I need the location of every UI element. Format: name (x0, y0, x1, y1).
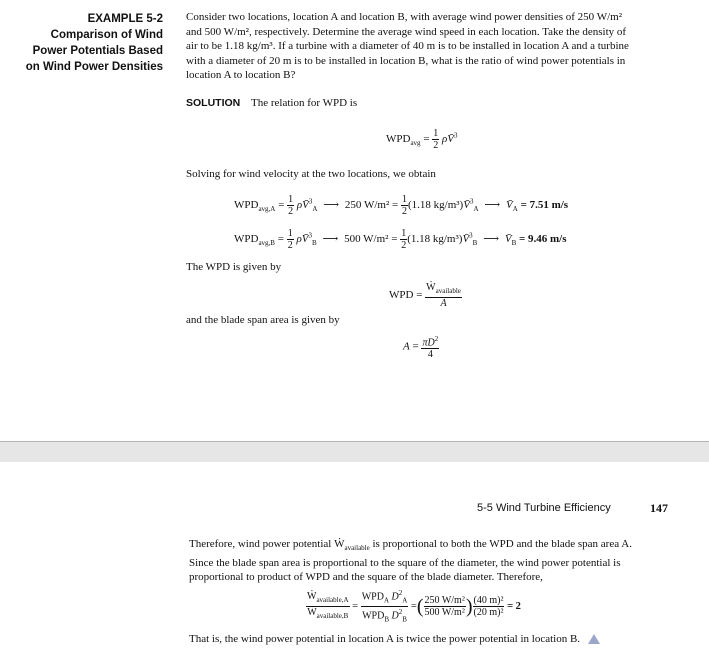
problem-line: Consider two locations, location A and location B, with average wind power densities of 250 W/m² (186, 11, 622, 23)
solution-label: SOLUTION (186, 97, 241, 109)
eq-b-result: = 9.46 m/s (519, 233, 567, 246)
problem-statement (186, 10, 691, 83)
solution-intro-text: The relation for WPD is (251, 97, 358, 109)
conclusion-line: is proportional to both the WPD and the blade span area A. (369, 538, 632, 550)
equation-wpd: $WPD_{avg}$ = $\frac{1}{2}$ ρV̄$^3$ (386, 128, 458, 151)
equation-location-a: $WPD_{avg,A}$ = $\frac{1}{2}$ ρV̄$^3_A$ ⟶ 250 W/m² = $\frac{1}{2}$ (1.18 kg/m³)V̄$^3_A$ ⟶ $V̄_A = 7.51$ m/s (234, 194, 569, 217)
equation-wpd-definition: WPD = $\frac{Ẇ_{available}}{A}$ (389, 282, 461, 309)
conclusion-line: Therefore, wind power potential Ẇ (189, 538, 345, 550)
wind-velocity-text: Solving for wind velocity at the two locations, we obtain (186, 168, 436, 180)
equation-ratio: $\frac{Ẇ_{available,A}}{Ẇ_{available,B}}$ = $\frac{WPD_A D^2_A}{WPD_B D^2_B}$ =( $\frac{\text{250 W/m²}}{\text{500 W/m²}}$ ) $\frac{\text{(40 m)²}}{\text{(20 m)²}}$ = 2 (307, 589, 521, 624)
ratio-wpd-b: 500 W/m² (424, 607, 465, 619)
eq-a-density: (1.18 kg/m³) (407, 199, 464, 212)
final-sentence (189, 632, 600, 647)
problem-line: air to be 1.18 kg/m³. If a turbine with a diameter of 40 m is to be installed in location A and a turbine (186, 40, 629, 52)
wpd-given-text: The WPD is given by (186, 261, 282, 273)
ratio-result: = 2 (507, 601, 521, 613)
example-label (26, 11, 163, 75)
ratio-d-b: (20 m)² (473, 607, 504, 619)
solution-intro (186, 96, 357, 111)
conclusion-line: proportional to product of WPD and the square of the blade diameter. Therefore, (189, 571, 543, 584)
equation-location-b: $WPD_{avg,B}$ = $\frac{1}{2}$ ρV̄$^3_B$ ⟶ 500 W/m² = $\frac{1}{2}$ (1.18 kg/m³)V̄$^3_B$ ⟶ $V̄_B = 9.46$ m/s (234, 228, 567, 251)
eq-a-wpd: 250 W/m² (344, 199, 390, 212)
equation-blade-area: A = $\frac{\pi D^2}{4}$ (403, 335, 439, 361)
conclusion-line: Since the blade span area is proportional to the square of the diameter, the wind power potential is (189, 556, 621, 569)
end-of-example-icon (588, 634, 600, 644)
running-header-section: 5-5 Wind Turbine Efficiency (477, 502, 611, 514)
final-sentence-text: That is, the wind power potential in location A is twice the power potential in location B. (189, 633, 581, 645)
problem-line: and 500 W/m², respectively. Determine the average wind speed in each location. Take the density of (186, 25, 627, 38)
page-divider (0, 441, 709, 462)
eq-b-wpd: 500 W/m² (344, 233, 389, 246)
example-title-line-3: on Wind Power Densities (25, 61, 163, 73)
eq-a-result: = 7.51 m/s (520, 199, 569, 212)
problem-line: with a diameter of 20 m is to be installed in location B, what is the ratio of wind power potentials in (186, 54, 626, 67)
example-title-line-1: Comparison of Wind (50, 29, 163, 41)
page-number: 147 (650, 501, 668, 515)
page-divider-line (0, 441, 709, 442)
example-title-line-2: Power Potentials Based (32, 45, 163, 57)
ratio-d-a: (40 m)² (473, 595, 504, 607)
eq-b-sub: avg,B (258, 239, 275, 248)
example-number: EXAMPLE 5-2 (87, 13, 163, 25)
problem-line: location A to location B? (186, 69, 296, 81)
ratio-wpd-a: 250 W/m² (424, 595, 465, 607)
available-sub: available (344, 544, 370, 553)
blade-area-text: and the blade span area is given by (186, 314, 340, 326)
eq-b-density: (1.18 kg/m³) (407, 233, 463, 246)
conclusion-paragraph (189, 537, 694, 585)
eq-a-sub: avg,A (258, 205, 276, 214)
eq-lhs: WPD (386, 133, 411, 146)
eq-sub: avg (410, 139, 421, 148)
